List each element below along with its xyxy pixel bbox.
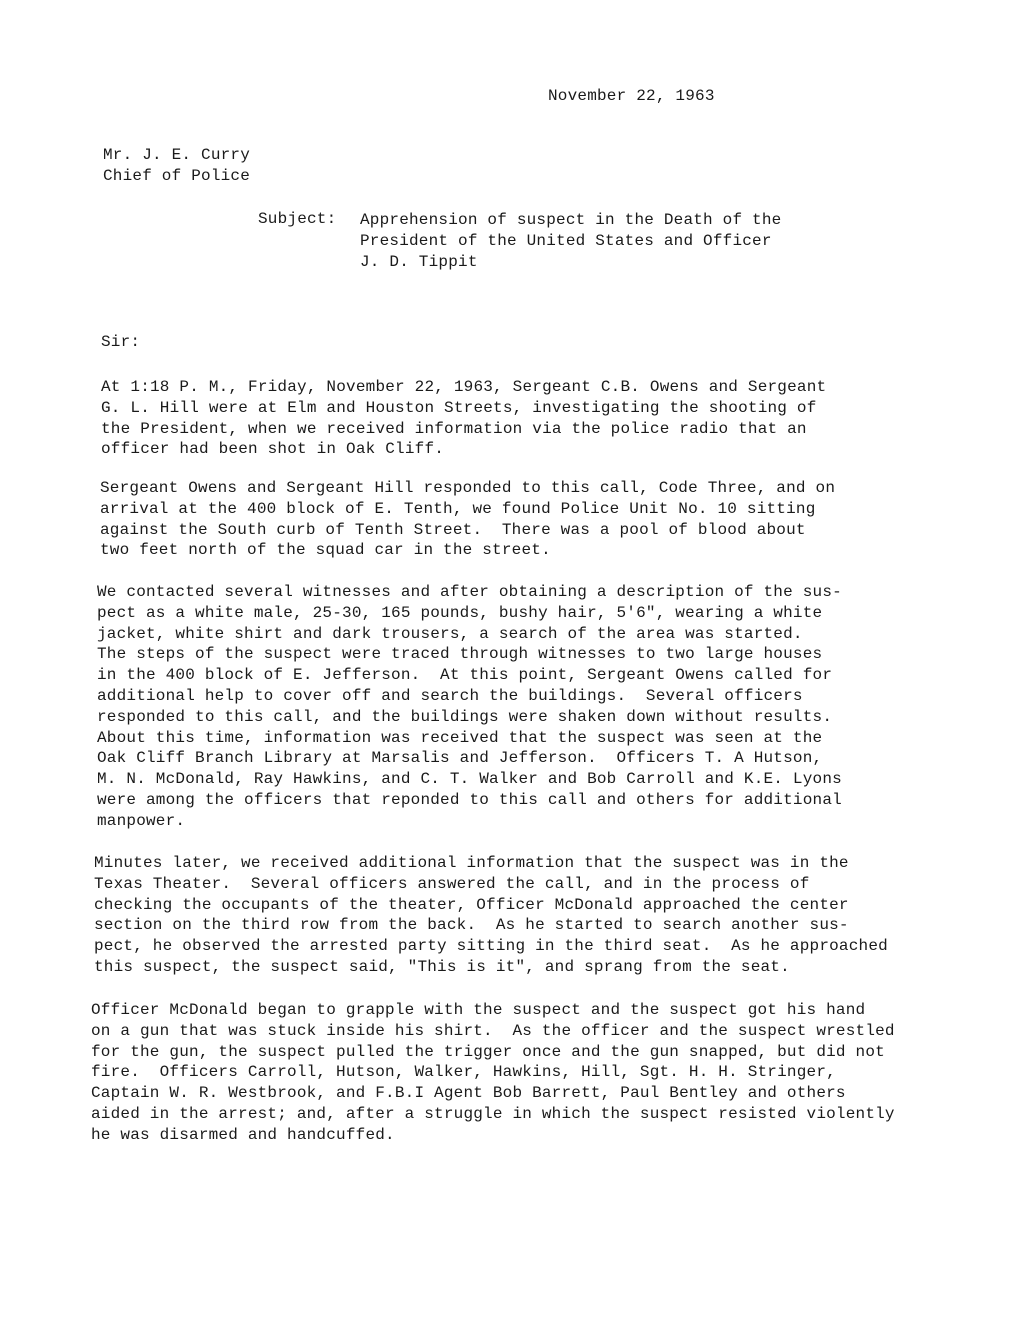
paragraph-5 xyxy=(91,1000,895,1146)
paragraph-line: for the gun, the suspect pulled the trigger once and the gun snapped, but did not xyxy=(91,1042,885,1061)
paragraph-line: About this time, information was received that the suspect was seen at the xyxy=(97,728,823,747)
paragraph-line: were among the officers that reponded to this call and others for additional xyxy=(97,790,842,809)
paragraph-line: G. L. Hill were at Elm and Houston Streets, investigating the shooting of xyxy=(101,398,817,417)
subject-line: Apprehension of suspect in the Death of the xyxy=(360,211,782,229)
paragraph-4 xyxy=(94,853,888,978)
paragraph-line: M. N. McDonald, Ray Hawkins, and C. T. Walker and Bob Carroll and K.E. Lyons xyxy=(97,770,842,789)
paragraph-line: pect, he observed the arrested party sitting in the third seat. As he approached xyxy=(94,937,888,956)
paragraph-line: this suspect, the suspect said, "This is it", and sprang from the seat. xyxy=(94,957,790,976)
paragraph-1 xyxy=(101,377,826,460)
paragraph-2 xyxy=(100,478,835,561)
paragraph-line: At 1:18 P. M., Friday, November 22, 1963, Sergeant C.B. Owens and Sergeant xyxy=(101,378,827,396)
paragraph-line: Texas Theater. Several officers answered the call, and in the process of xyxy=(94,874,810,893)
paragraph-line: against the South curb of Tenth Street. There was a pool of blood about xyxy=(100,520,806,539)
paragraph-line: additional help to cover off and search the buildings. Several officers xyxy=(97,686,803,705)
subject-line: President of the United States and Officer xyxy=(360,231,772,250)
paragraph-line: pect as a white male, 25-30, 165 pounds, bushy hair, 5'6", wearing a white xyxy=(97,603,823,622)
paragraph-line: officer had been shot in Oak Cliff. xyxy=(101,440,445,459)
paragraph-3 xyxy=(97,582,842,832)
salutation: Sir: xyxy=(101,333,141,351)
paragraph-line: Oak Cliff Branch Library at Marsalis and Jefferson. Officers T. A Hutson, xyxy=(97,749,823,768)
recipient-name: Mr. J. E. Curry xyxy=(103,146,251,164)
paragraph-line: Officer McDonald began to grapple with the suspect and the suspect got his hand xyxy=(91,1001,866,1019)
paragraph-line: responded to this call, and the buildings were shaken down without results. xyxy=(97,707,833,726)
recipient-title: Chief of Police xyxy=(103,167,251,185)
subject-line: J. D. Tippit xyxy=(360,252,478,271)
paragraph-line: two feet north of the squad car in the street. xyxy=(100,541,551,560)
paragraph-line: We contacted several witnesses and after obtaining a description of the sus- xyxy=(97,583,842,601)
paragraph-line: in the 400 block of E. Jefferson. At this point, Sergeant Owens called for xyxy=(97,666,833,685)
subject-label: Subject: xyxy=(258,210,337,228)
subject-text xyxy=(360,210,781,272)
paragraph-line: checking the occupants of the theater, Officer McDonald approached the center xyxy=(94,895,849,914)
paragraph-line: The steps of the suspect were traced through witnesses to two large houses xyxy=(97,645,823,664)
paragraph-line: he was disarmed and handcuffed. xyxy=(91,1125,395,1144)
paragraph-line: arrival at the 400 block of E. Tenth, we found Police Unit No. 10 sitting xyxy=(100,499,816,518)
paragraph-line: the President, when we received information via the police radio that an xyxy=(101,419,807,438)
paragraph-line: on a gun that was stuck inside his shirt. As the officer and the suspect wrestled xyxy=(91,1021,895,1040)
paragraph-line: fire. Officers Carroll, Hutson, Walker, Hawkins, Hill, Sgt. H. H. Stringer, xyxy=(91,1063,836,1082)
paragraph-line: jacket, white shirt and dark trousers, a search of the area was started. xyxy=(97,624,803,643)
paragraph-line: Captain W. R. Westbrook, and F.B.I Agent Bob Barrett, Paul Bentley and others xyxy=(91,1084,846,1103)
letter-date: November 22, 1963 xyxy=(548,87,715,105)
paragraph-line: aided in the arrest; and, after a struggle in which the suspect resisted violently xyxy=(91,1104,895,1123)
paragraph-line: Minutes later, we received additional information that the suspect was in the xyxy=(94,854,849,872)
paragraph-line: manpower. xyxy=(97,811,186,830)
paragraph-line: Sergeant Owens and Sergeant Hill responded to this call, Code Three, and on xyxy=(100,479,836,497)
paragraph-line: section on the third row from the back. As he started to search another sus- xyxy=(94,916,849,935)
